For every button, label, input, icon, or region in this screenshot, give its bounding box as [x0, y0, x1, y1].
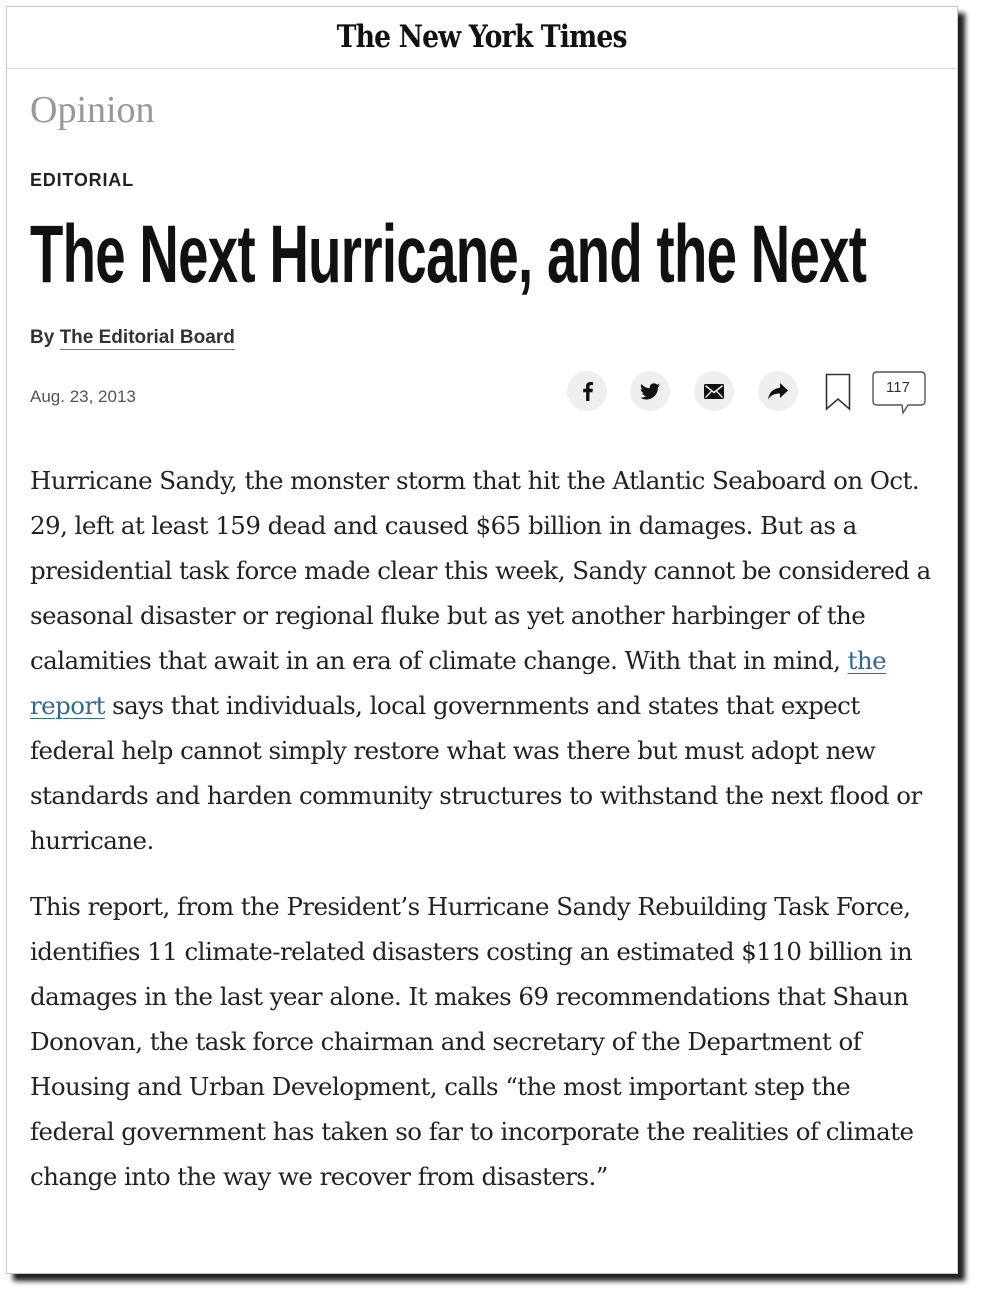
masthead	[7, 7, 957, 69]
share-icon	[768, 383, 788, 400]
author-link[interactable]: The Editorial Board	[59, 327, 235, 348]
save-bookmark-button[interactable]	[825, 373, 851, 411]
byline-prefix: By	[30, 327, 55, 348]
article-page	[6, 6, 958, 1274]
comments-count: 117	[886, 379, 910, 396]
more-share-button[interactable]	[758, 371, 798, 411]
byline	[30, 328, 933, 347]
article-headline: The Next Hurricane, and the Next	[30, 209, 867, 300]
paragraph-text: Hurricane Sandy, the monster storm that hit the Atlantic Seaboard on Oct. 29, left at least 159 dead and caused $65 billion in damages. But as a presidential task force made clear this week, Sandy cannot be considered a seasonal disaster or regional fluke but as yet another harbinger of the calamities that await in an era of climate change. With that in mind,	[30, 466, 931, 675]
article-kicker: EDITORIAL	[30, 170, 134, 190]
paragraph: This report, from the President’s Hurricane Sandy Rebuilding Task Force, identifies 11 climate-related disasters costing an estimated $110 billion in damages in the last year alone. It makes 69 recommendations that Shaun Donovan, the task force chairman and secretary of the Department of Housing and Urban Development, calls “the most important step the federal government has taken so far to incorporate the realities of climate change into the way we recover from disasters.”	[30, 892, 914, 1191]
bookmark-icon	[825, 373, 851, 411]
comments-button[interactable]	[872, 371, 928, 417]
twitter-share-button[interactable]	[630, 371, 670, 411]
meta-row	[30, 371, 933, 415]
email-icon	[704, 384, 724, 399]
facebook-share-button[interactable]	[567, 371, 607, 411]
article-body	[30, 458, 933, 1199]
article-content	[7, 91, 957, 1199]
twitter-icon	[640, 383, 660, 400]
section-label[interactable]: Opinion	[30, 89, 155, 131]
email-share-button[interactable]	[694, 371, 734, 411]
facebook-icon	[579, 381, 595, 401]
nyt-logo[interactable]: The New York Times	[336, 19, 627, 55]
paragraph	[30, 458, 933, 863]
publish-date: Aug. 23, 2013	[30, 387, 136, 406]
paragraph-text: says that individuals, local governments and states that expect federal help cannot simply restore what was there but must adopt new standards and harden community structures to withstand the next flood or hurricane.	[30, 691, 922, 855]
report-link[interactable]: the report	[30, 646, 887, 720]
